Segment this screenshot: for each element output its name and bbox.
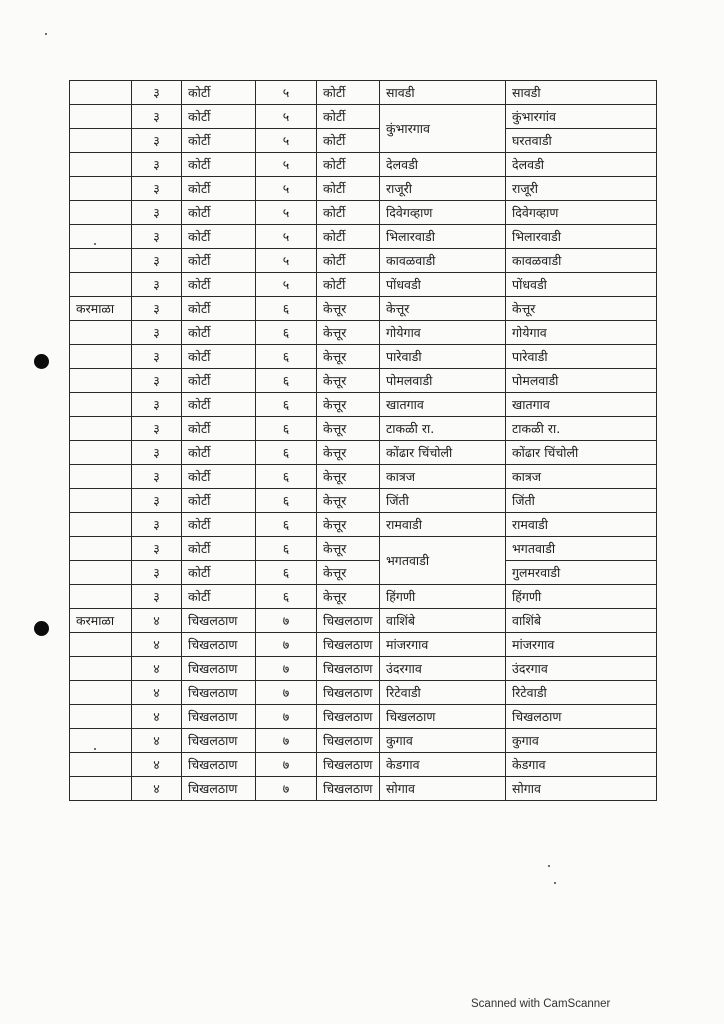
village-cell: सावडी <box>506 81 657 105</box>
group-name-cell: कोर्टी <box>317 273 380 297</box>
block-number-cell: ४ <box>132 681 182 705</box>
group-name-cell: केत्तूर <box>317 345 380 369</box>
table-row <box>70 777 657 801</box>
revenue-village-cell: खातगाव <box>380 393 506 417</box>
group-name-cell: केत्तूर <box>317 465 380 489</box>
village-cell: उंदरगाव <box>506 657 657 681</box>
group-name-cell: चिखलठाण <box>317 633 380 657</box>
group-number-cell: ६ <box>256 465 317 489</box>
group-number-cell: ६ <box>256 321 317 345</box>
table-row <box>70 489 657 513</box>
revenue-village-cell: पोमलवाडी <box>380 369 506 393</box>
revenue-village-cell: गोयेगाव <box>380 321 506 345</box>
table-row <box>70 297 657 321</box>
group-number-cell: ७ <box>256 681 317 705</box>
block-name-cell: कोर्टी <box>182 537 256 561</box>
block-number-cell: ४ <box>132 633 182 657</box>
block-number-cell: ३ <box>132 345 182 369</box>
block-number-cell: ३ <box>132 105 182 129</box>
group-number-cell: ५ <box>256 177 317 201</box>
block-number-cell: ३ <box>132 417 182 441</box>
revenue-village-cell: चिखलठाण <box>380 705 506 729</box>
revenue-village-cell: भिलारवाडी <box>380 225 506 249</box>
revenue-village-cell: भगतवाडी <box>380 537 506 585</box>
group-name-cell: केत्तूर <box>317 369 380 393</box>
block-name-cell: कोर्टी <box>182 81 256 105</box>
block-name-cell: कोर्टी <box>182 201 256 225</box>
block-name-cell: कोर्टी <box>182 153 256 177</box>
scan-speck <box>94 243 96 245</box>
punch-hole-lower <box>34 621 49 636</box>
group-name-cell: चिखलठाण <box>317 609 380 633</box>
taluka-cell <box>70 153 132 177</box>
block-name-cell: कोर्टी <box>182 561 256 585</box>
village-cell: पारेवाडी <box>506 345 657 369</box>
village-cell: मांजरगाव <box>506 633 657 657</box>
group-number-cell: ६ <box>256 417 317 441</box>
group-name-cell: केत्तूर <box>317 393 380 417</box>
group-name-cell: केत्तूर <box>317 561 380 585</box>
table-row <box>70 465 657 489</box>
group-name-cell: चिखलठाण <box>317 753 380 777</box>
group-number-cell: ५ <box>256 225 317 249</box>
group-number-cell: ७ <box>256 729 317 753</box>
block-number-cell: ३ <box>132 585 182 609</box>
group-number-cell: ७ <box>256 753 317 777</box>
group-number-cell: ५ <box>256 153 317 177</box>
block-number-cell: ४ <box>132 753 182 777</box>
revenue-village-cell: वाशिंबे <box>380 609 506 633</box>
block-name-cell: चिखलठाण <box>182 609 256 633</box>
revenue-village-cell: पोंधवडी <box>380 273 506 297</box>
village-cell: राजूरी <box>506 177 657 201</box>
revenue-village-cell: उंदरगाव <box>380 657 506 681</box>
table-row <box>70 729 657 753</box>
village-cell: घरतवाडी <box>506 129 657 153</box>
block-name-cell: कोर्टी <box>182 393 256 417</box>
group-name-cell: कोर्टी <box>317 201 380 225</box>
group-number-cell: ६ <box>256 345 317 369</box>
block-number-cell: ३ <box>132 369 182 393</box>
block-number-cell: ३ <box>132 321 182 345</box>
taluka-cell <box>70 369 132 393</box>
block-name-cell: कोर्टी <box>182 249 256 273</box>
block-number-cell: ३ <box>132 153 182 177</box>
taluka-cell <box>70 177 132 201</box>
block-name-cell: कोर्टी <box>182 489 256 513</box>
block-number-cell: ३ <box>132 177 182 201</box>
group-name-cell: केत्तूर <box>317 513 380 537</box>
revenue-village-cell: पारेवाडी <box>380 345 506 369</box>
group-number-cell: ५ <box>256 129 317 153</box>
group-number-cell: ७ <box>256 777 317 801</box>
taluka-cell <box>70 465 132 489</box>
table-row <box>70 177 657 201</box>
revenue-village-cell: हिंगणी <box>380 585 506 609</box>
group-number-cell: ५ <box>256 105 317 129</box>
group-number-cell: ६ <box>256 561 317 585</box>
block-name-cell: चिखलठाण <box>182 753 256 777</box>
block-name-cell: कोर्टी <box>182 513 256 537</box>
village-cell: केडगाव <box>506 753 657 777</box>
block-number-cell: ४ <box>132 705 182 729</box>
block-name-cell: कोर्टी <box>182 129 256 153</box>
block-number-cell: ३ <box>132 441 182 465</box>
block-number-cell: ४ <box>132 657 182 681</box>
group-name-cell: कोर्टी <box>317 81 380 105</box>
taluka-cell <box>70 561 132 585</box>
taluka-cell <box>70 321 132 345</box>
revenue-village-cell: कुंभारगाव <box>380 105 506 153</box>
group-name-cell: कोर्टी <box>317 225 380 249</box>
taluka-cell <box>70 489 132 513</box>
revenue-village-cell: रिटेवाडी <box>380 681 506 705</box>
block-name-cell: कोर्टी <box>182 105 256 129</box>
block-name-cell: कोर्टी <box>182 417 256 441</box>
table-row <box>70 201 657 225</box>
group-name-cell: कोर्टी <box>317 105 380 129</box>
block-number-cell: ३ <box>132 393 182 417</box>
revenue-village-cell: सावडी <box>380 81 506 105</box>
group-number-cell: ५ <box>256 201 317 225</box>
table-row <box>70 81 657 105</box>
block-name-cell: चिखलठाण <box>182 633 256 657</box>
table-row <box>70 513 657 537</box>
table-row <box>70 273 657 297</box>
table-row <box>70 537 657 561</box>
block-number-cell: ३ <box>132 81 182 105</box>
block-number-cell: ३ <box>132 225 182 249</box>
group-number-cell: ६ <box>256 297 317 321</box>
group-name-cell: चिखलठाण <box>317 729 380 753</box>
revenue-village-cell: देलवडी <box>380 153 506 177</box>
table-row <box>70 657 657 681</box>
group-name-cell: केत्तूर <box>317 297 380 321</box>
table-row <box>70 417 657 441</box>
village-cell: भगतवाडी <box>506 537 657 561</box>
group-number-cell: ७ <box>256 705 317 729</box>
group-name-cell: केत्तूर <box>317 417 380 441</box>
block-number-cell: ३ <box>132 129 182 153</box>
block-number-cell: ४ <box>132 609 182 633</box>
group-number-cell: ५ <box>256 249 317 273</box>
taluka-cell <box>70 249 132 273</box>
revenue-village-cell: कात्रज <box>380 465 506 489</box>
taluka-cell <box>70 417 132 441</box>
block-name-cell: चिखलठाण <box>182 777 256 801</box>
group-number-cell: ७ <box>256 609 317 633</box>
village-cell: टाकळी रा. <box>506 417 657 441</box>
taluka-cell <box>70 201 132 225</box>
block-name-cell: कोर्टी <box>182 345 256 369</box>
taluka-cell <box>70 513 132 537</box>
block-name-cell: कोर्टी <box>182 441 256 465</box>
table-row <box>70 561 657 585</box>
group-name-cell: केत्तूर <box>317 585 380 609</box>
village-cell: गुलमरवाडी <box>506 561 657 585</box>
taluka-cell: करमाळा <box>70 609 132 633</box>
taluka-cell <box>70 225 132 249</box>
scan-speck <box>554 882 556 884</box>
village-cell: केत्तूर <box>506 297 657 321</box>
group-number-cell: ६ <box>256 585 317 609</box>
block-name-cell: चिखलठाण <box>182 681 256 705</box>
taluka-cell <box>70 777 132 801</box>
taluka-cell <box>70 537 132 561</box>
block-name-cell: चिखलठाण <box>182 657 256 681</box>
table-row <box>70 681 657 705</box>
village-table-body <box>70 81 657 801</box>
revenue-village-cell: कावळवाडी <box>380 249 506 273</box>
scan-speck <box>548 865 550 867</box>
revenue-village-cell: कुगाव <box>380 729 506 753</box>
taluka-cell <box>70 633 132 657</box>
group-number-cell: ५ <box>256 273 317 297</box>
group-number-cell: ६ <box>256 489 317 513</box>
table-row <box>70 153 657 177</box>
taluka-cell <box>70 441 132 465</box>
group-number-cell: ६ <box>256 537 317 561</box>
scan-speck <box>45 33 47 35</box>
block-number-cell: ३ <box>132 249 182 273</box>
block-number-cell: ३ <box>132 297 182 321</box>
block-number-cell: ३ <box>132 465 182 489</box>
village-cell: सोगाव <box>506 777 657 801</box>
block-name-cell: कोर्टी <box>182 297 256 321</box>
group-name-cell: कोर्टी <box>317 177 380 201</box>
group-name-cell: केत्तूर <box>317 489 380 513</box>
village-cell: पोंधवडी <box>506 273 657 297</box>
table-row <box>70 249 657 273</box>
taluka-cell <box>70 705 132 729</box>
block-number-cell: ३ <box>132 489 182 513</box>
block-number-cell: ३ <box>132 537 182 561</box>
village-cell: दिवेगव्हाण <box>506 201 657 225</box>
group-number-cell: ७ <box>256 657 317 681</box>
group-name-cell: चिखलठाण <box>317 777 380 801</box>
table-row <box>70 369 657 393</box>
table-row <box>70 753 657 777</box>
group-name-cell: केत्तूर <box>317 441 380 465</box>
table-row <box>70 585 657 609</box>
table-row <box>70 345 657 369</box>
revenue-village-cell: टाकळी रा. <box>380 417 506 441</box>
village-cell: जिंती <box>506 489 657 513</box>
village-cell: गोयेगाव <box>506 321 657 345</box>
block-name-cell: चिखलठाण <box>182 705 256 729</box>
block-name-cell: कोर्टी <box>182 273 256 297</box>
block-name-cell: कोर्टी <box>182 369 256 393</box>
village-cell: भिलारवाडी <box>506 225 657 249</box>
taluka-cell <box>70 81 132 105</box>
taluka-cell <box>70 129 132 153</box>
punch-hole-upper <box>34 354 49 369</box>
revenue-village-cell: रामवाडी <box>380 513 506 537</box>
revenue-village-cell: दिवेगव्हाण <box>380 201 506 225</box>
block-number-cell: ३ <box>132 513 182 537</box>
village-cell: देलवडी <box>506 153 657 177</box>
block-name-cell: कोर्टी <box>182 465 256 489</box>
block-name-cell: चिखलठाण <box>182 729 256 753</box>
village-cell: खातगाव <box>506 393 657 417</box>
village-cell: हिंगणी <box>506 585 657 609</box>
table-row <box>70 321 657 345</box>
group-number-cell: ६ <box>256 441 317 465</box>
block-name-cell: कोर्टी <box>182 177 256 201</box>
village-cell: कुगाव <box>506 729 657 753</box>
block-number-cell: ३ <box>132 201 182 225</box>
block-number-cell: ३ <box>132 273 182 297</box>
group-number-cell: ७ <box>256 633 317 657</box>
group-name-cell: चिखलठाण <box>317 657 380 681</box>
group-name-cell: कोर्टी <box>317 153 380 177</box>
revenue-village-cell: केडगाव <box>380 753 506 777</box>
revenue-village-cell: मांजरगाव <box>380 633 506 657</box>
village-cell: कोंढार चिंचोली <box>506 441 657 465</box>
taluka-cell <box>70 681 132 705</box>
block-name-cell: कोर्टी <box>182 321 256 345</box>
group-name-cell: चिखलठाण <box>317 705 380 729</box>
village-cell: रामवाडी <box>506 513 657 537</box>
table-row <box>70 393 657 417</box>
village-cell: रिटेवाडी <box>506 681 657 705</box>
block-number-cell: ४ <box>132 777 182 801</box>
taluka-cell: करमाळा <box>70 297 132 321</box>
taluka-cell <box>70 273 132 297</box>
scanner-watermark: Scanned with CamScanner <box>471 998 611 1010</box>
group-name-cell: कोर्टी <box>317 129 380 153</box>
block-name-cell: कोर्टी <box>182 585 256 609</box>
village-cell: कात्रज <box>506 465 657 489</box>
taluka-cell <box>70 729 132 753</box>
village-cell: पोमलवाडी <box>506 369 657 393</box>
village-cell: कुंभारगांव <box>506 105 657 129</box>
block-number-cell: ४ <box>132 729 182 753</box>
group-number-cell: ५ <box>256 81 317 105</box>
table-row <box>70 129 657 153</box>
block-number-cell: ३ <box>132 561 182 585</box>
group-name-cell: चिखलठाण <box>317 681 380 705</box>
taluka-cell <box>70 657 132 681</box>
revenue-village-cell: सोगाव <box>380 777 506 801</box>
revenue-village-cell: जिंती <box>380 489 506 513</box>
table-row <box>70 633 657 657</box>
taluka-cell <box>70 585 132 609</box>
table-row <box>70 705 657 729</box>
scan-speck <box>94 748 96 750</box>
table-row <box>70 225 657 249</box>
taluka-cell <box>70 393 132 417</box>
taluka-cell <box>70 105 132 129</box>
village-cell: कावळवाडी <box>506 249 657 273</box>
group-name-cell: केत्तूर <box>317 321 380 345</box>
group-number-cell: ६ <box>256 369 317 393</box>
table-row <box>70 609 657 633</box>
village-table <box>69 80 657 801</box>
taluka-cell <box>70 753 132 777</box>
village-cell: वाशिंबे <box>506 609 657 633</box>
block-name-cell: कोर्टी <box>182 225 256 249</box>
revenue-village-cell: कोंढार चिंचोली <box>380 441 506 465</box>
group-name-cell: केत्तूर <box>317 537 380 561</box>
group-number-cell: ६ <box>256 393 317 417</box>
group-number-cell: ६ <box>256 513 317 537</box>
table-row <box>70 105 657 129</box>
table-row <box>70 441 657 465</box>
group-name-cell: कोर्टी <box>317 249 380 273</box>
village-cell: चिखलठाण <box>506 705 657 729</box>
taluka-cell <box>70 345 132 369</box>
revenue-village-cell: राजूरी <box>380 177 506 201</box>
revenue-village-cell: केत्तूर <box>380 297 506 321</box>
